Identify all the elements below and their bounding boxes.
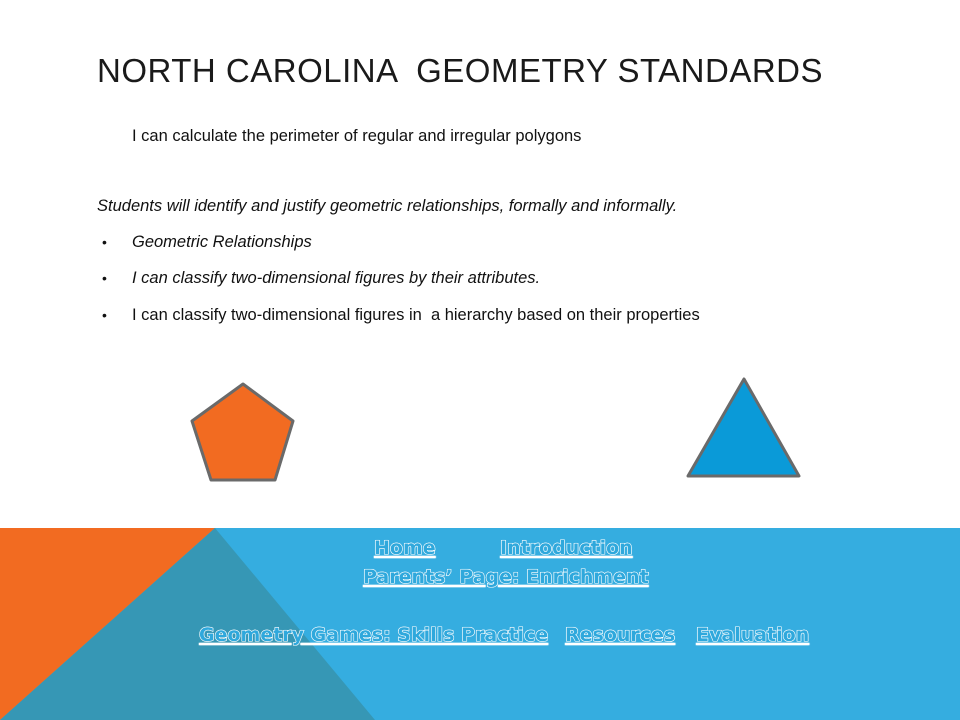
bullet-item-1: Geometric Relationships [132,233,312,251]
bullet-marker: • [102,234,107,250]
nav-link-evaluation[interactable]: Evaluation [696,624,810,646]
objective-text: Students will identify and justify geometric relationships, formally and informally. [97,197,678,215]
nav-link-geometry-games[interactable]: Geometry Games: Skills Practice [199,624,549,646]
bullet-marker: • [102,270,107,286]
nav-link-resources[interactable]: Resources [565,624,676,646]
goal-statement: I can calculate the perimeter of regular and irregular polygons [132,127,582,145]
nav-link-parents-page[interactable]: Parents’ Page: Enrichment [363,566,649,588]
nav-link-introduction[interactable]: Introduction [500,537,633,559]
bullet-item-3: I can classify two-dimensional figures in a hierarchy based on their properties [132,306,700,324]
slide-title: NORTH CAROLINA GEOMETRY STANDARDS [97,52,824,89]
pentagon-shape [185,378,301,488]
bullet-item-2: I can classify two-dimensional figures by their attributes. [132,269,541,287]
nav-link-home[interactable]: Home [374,537,436,559]
triangle-shape [682,374,806,480]
bullet-marker: • [102,307,107,323]
